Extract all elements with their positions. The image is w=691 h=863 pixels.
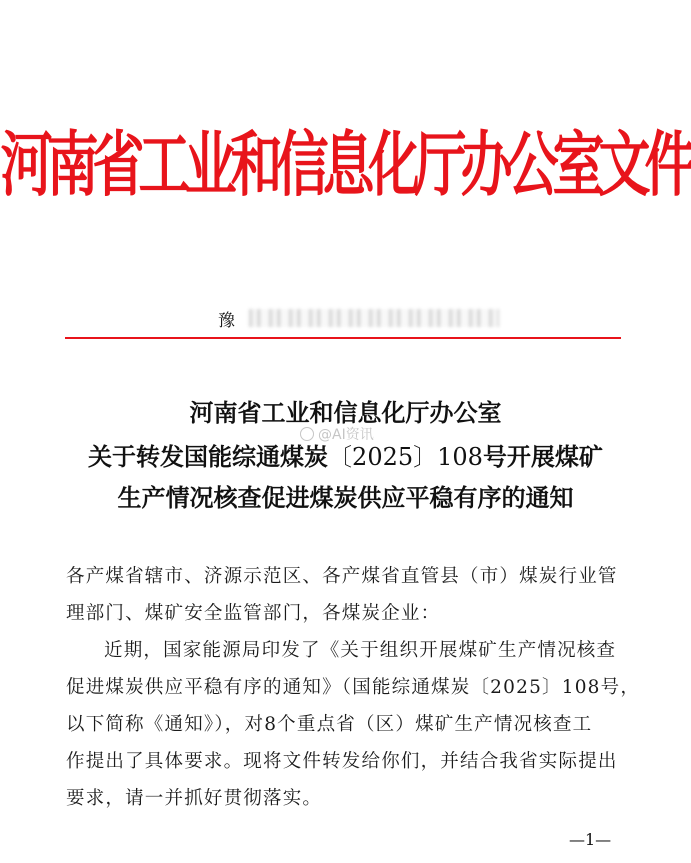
notice-title-line-2-part-a: 关于转发国能综通煤炭 (88, 443, 329, 471)
body-line: 各产煤省辖市、济源示范区、各产煤省直管县（市）煤炭行业管 (66, 566, 618, 587)
body-line: 作提出了具体要求。现将文件转发给你们，并结合我省实际提出 (66, 751, 618, 772)
document-number-prefix: 豫 (218, 310, 235, 331)
body-line: 要求，请一并抓好贯彻落实。 (66, 788, 323, 809)
page-number: —1— (569, 830, 612, 849)
watermark-text: @AI资讯 (318, 427, 374, 443)
weibo-logo-icon (300, 427, 314, 441)
notice-title-line-2-part-b: 〔2025〕108 (328, 443, 483, 471)
body-line: 以下简称《通知》），对8个重点省（区）煤矿生产情况核查工 (66, 714, 593, 735)
document-masthead: 河南省工业和信息化厅办公室文件 (0, 125, 691, 207)
notice-title-line-3: 生产情况核查促进煤炭供应平稳有序的通知 (117, 484, 574, 512)
redacted-document-number (249, 309, 499, 327)
document-number (218, 305, 499, 331)
weibo-watermark (300, 424, 374, 444)
body-line: 理部门、煤矿安全监管部门，各煤炭企业： (66, 603, 441, 624)
red-divider-line (65, 337, 621, 339)
notice-title-line-1: 河南省工业和信息化厅办公室 (189, 399, 502, 427)
notice-title-line-2-part-c: 号开展煤矿 (482, 443, 603, 471)
body-line: 促进煤炭供应平稳有序的通知》（国能综通煤炭〔2025〕108号， (66, 677, 641, 698)
body-line: 近期，国家能源局印发了《关于组织开展煤矿生产情况核查 (104, 640, 617, 661)
